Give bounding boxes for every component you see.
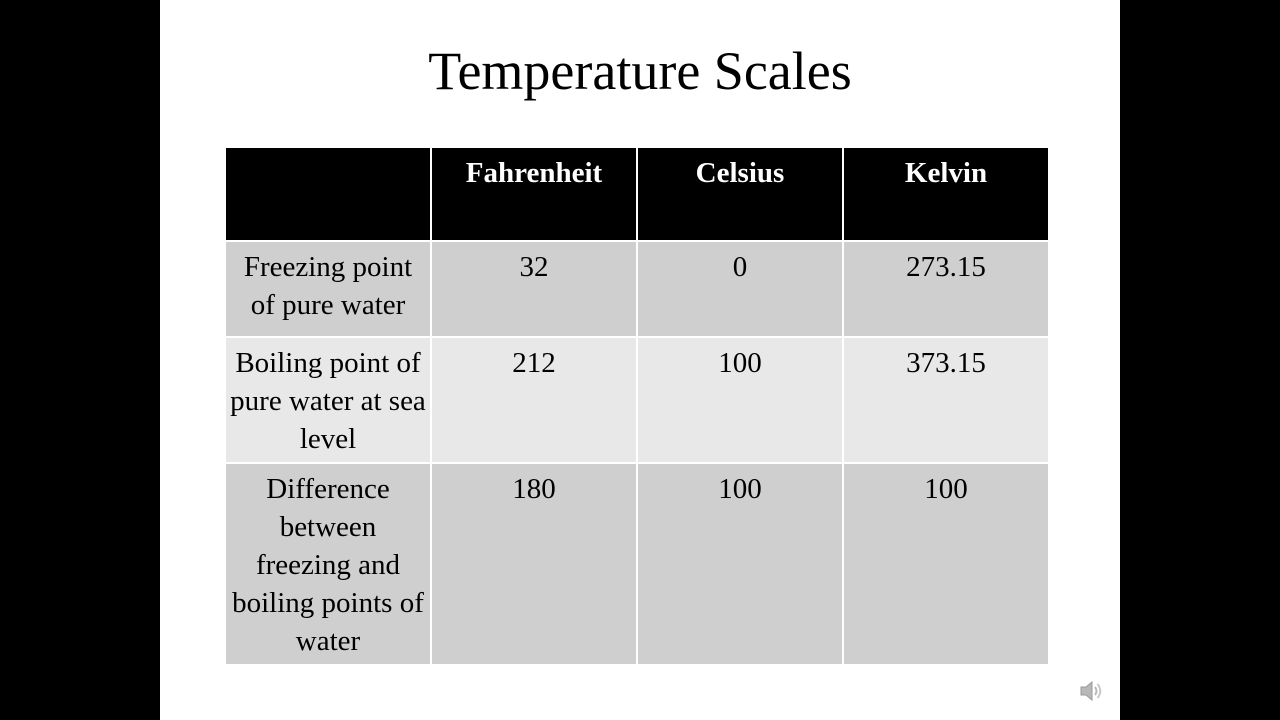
cell-fahrenheit: 180 <box>431 463 637 665</box>
cell-celsius: 0 <box>637 241 843 337</box>
table-row <box>225 337 1049 463</box>
table-row <box>225 241 1049 337</box>
row-label: Difference between freezing and boiling points of water <box>225 463 431 665</box>
cell-kelvin: 100 <box>843 463 1049 665</box>
row-label: Boiling point of pure water at sea level <box>225 337 431 463</box>
header-kelvin: Kelvin <box>843 147 1049 241</box>
row-label: Freezing point of pure water <box>225 241 431 337</box>
cell-celsius: 100 <box>637 463 843 665</box>
cell-kelvin: 273.15 <box>843 241 1049 337</box>
header-fahrenheit: Fahrenheit <box>431 147 637 241</box>
slide <box>160 0 1120 720</box>
speaker-icon[interactable] <box>1078 678 1104 704</box>
header-empty-cell <box>225 147 431 241</box>
cell-fahrenheit: 212 <box>431 337 637 463</box>
temperature-table <box>224 146 1050 666</box>
slide-title: Temperature Scales <box>428 41 852 101</box>
cell-fahrenheit: 32 <box>431 241 637 337</box>
cell-kelvin: 373.15 <box>843 337 1049 463</box>
cell-celsius: 100 <box>637 337 843 463</box>
table-row <box>225 463 1049 665</box>
table-header-row <box>225 147 1049 241</box>
header-celsius: Celsius <box>637 147 843 241</box>
